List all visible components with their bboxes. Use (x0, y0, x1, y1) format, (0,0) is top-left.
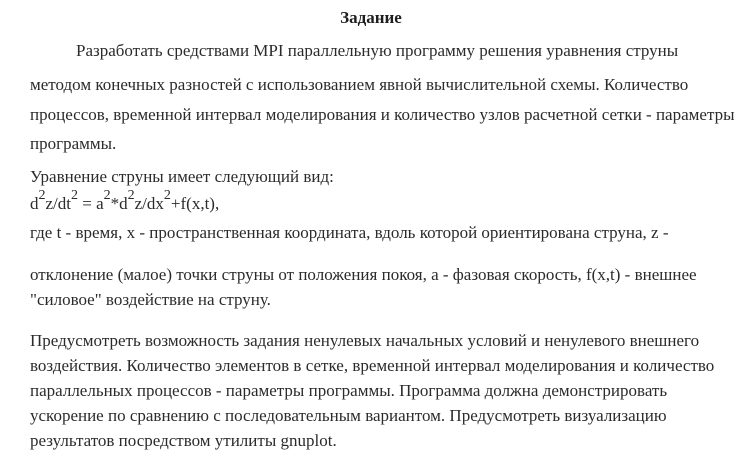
formula-part-3: *d (110, 194, 128, 213)
formula-part-5: +f(x,t), (170, 194, 220, 213)
definitions-line-3: "силовое" воздействие на струну. (30, 290, 271, 309)
paragraph2-line-5: результатов посредством утилиты gnuplot. (30, 431, 337, 450)
paragraph2-line-1: Предусмотреть возможность задания ненулевых начальных условий и ненулевого внешнего (30, 331, 700, 350)
paragraph2-line-2: воздействия. Количество элементов в сетке, временной интервал моделирования и количество (30, 356, 715, 375)
paragraph2-line-3: параллельных процессов - параметры программы. Программа должна демонстрировать (30, 381, 668, 400)
formula-exponent-1: 2 (38, 188, 46, 204)
definitions-line-2: отклонение (малое) точки струны от положения покоя, a - фазовая скорость, f(x,t) - внешнее (30, 265, 697, 284)
formula-part-4: z/dx (134, 194, 164, 213)
paragraph1-line-2: методом конечных разностей с использованием явной вычислительной схемы. Количество (30, 75, 689, 94)
paragraph1-line-1: Разработать средствами MPI параллельную программу решения уравнения струны (76, 41, 679, 60)
document-title: Задание (340, 8, 402, 27)
paragraph1-line-4: программы. (30, 134, 117, 153)
paragraph2-line-4: ускорение по сравнению с последовательным вариантом. Предусмотреть визуализацию (30, 406, 667, 425)
formula-exponent-3: 2 (103, 188, 111, 204)
formula-d1: d (30, 194, 39, 213)
formula-part-2: = a (78, 194, 104, 213)
formula-exponent-4: 2 (127, 188, 135, 204)
formula-exponent-5: 2 (163, 188, 171, 204)
paragraph1-line-3: процессов, временной интервал моделирования и количество узлов расчетной сетки - параметры (30, 105, 735, 124)
string-equation (30, 188, 220, 215)
definitions-line-1: где t - время, x - пространственная координата, вдоль которой ориентирована струна, z - (30, 223, 669, 242)
equation-intro: Уравнение струны имеет следующий вид: (30, 167, 334, 186)
formula-exponent-2: 2 (71, 188, 78, 204)
formula-part-1: z/dt (45, 194, 71, 213)
